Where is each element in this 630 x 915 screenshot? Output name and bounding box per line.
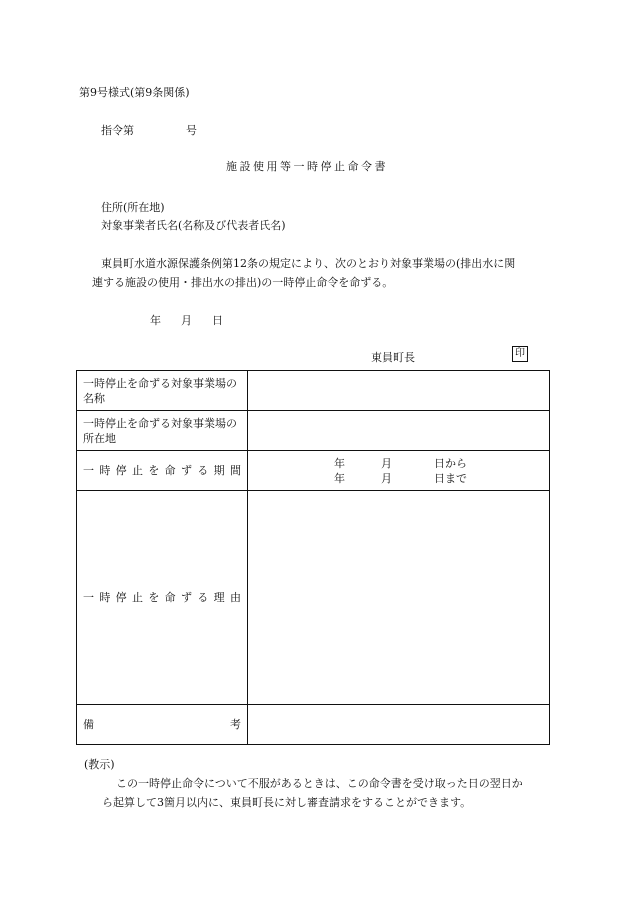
label-char: を (148, 464, 160, 477)
label-char: 一 (83, 464, 94, 477)
remarks-label-a: 備 (83, 718, 94, 731)
table-row-suspension-period (77, 451, 550, 491)
remarks-value (248, 705, 550, 745)
label-char: る (197, 464, 209, 477)
label-char: 期 (213, 464, 225, 477)
facility-location-value (248, 411, 550, 451)
table-row-facility-location (77, 411, 550, 451)
seal-mark: 印 (512, 346, 528, 362)
document-title: 施設使用等一時停止命令書 (226, 160, 388, 173)
label-char: ず (180, 464, 192, 477)
label-char: 間 (229, 464, 241, 477)
label-char: 時 (99, 464, 111, 477)
body-text-line-1: 東員町水道水源保護条例第12条の規定により、次のとおり対象事業場の(排出水に関 (101, 257, 516, 270)
reason-label (77, 491, 248, 705)
label-char: 由 (229, 591, 241, 604)
notice-line-2: ら起算して3箇月以内に、東員町長に対し審査請求をすることができます。 (102, 796, 472, 809)
suspension-period-value (248, 451, 550, 491)
order-number (101, 122, 197, 138)
remarks-label-b: 考 (230, 718, 241, 731)
notice-line-1: この一時停止命令について不服があるときは、この命令書を受け取った日の翌日か (116, 777, 523, 790)
facility-name-label: 一時停止を命ずる対象事業場の名称 (77, 371, 248, 411)
reason-label-text (83, 590, 241, 605)
reason-value (248, 491, 550, 705)
label-char: 一 (83, 591, 94, 604)
remarks-label (77, 705, 248, 745)
period-to-day: 日まで (434, 471, 467, 485)
label-char: 停 (115, 464, 127, 477)
suspension-period-label-text (83, 463, 241, 478)
business-name-label: 対象事業者氏名(名称及び代表者氏名) (101, 219, 286, 232)
label-char: 命 (164, 464, 176, 477)
order-number-prefix: 指令第 (101, 124, 134, 137)
label-char: 命 (164, 591, 176, 604)
order-details-table (76, 370, 550, 745)
body-text-line-2: 連する施設の使用・排出水の排出)の一時停止命令を命ずる。 (92, 276, 394, 289)
address-label: 住所(所在地) (101, 201, 165, 214)
issue-date (150, 312, 223, 328)
period-to-month: 月 (381, 471, 392, 485)
table-row-reason (77, 491, 550, 705)
period-from (334, 456, 543, 471)
period-to (334, 471, 543, 486)
table-row-remarks (77, 705, 550, 745)
label-char: 止 (131, 464, 143, 477)
form-number: 第9号様式(第9条関係) (79, 86, 190, 99)
label-char: 時 (99, 591, 111, 604)
label-char: 停 (115, 591, 127, 604)
date-month: 月 (181, 314, 192, 327)
period-from-day: 日から (434, 456, 467, 470)
label-char: ず (180, 591, 192, 604)
label-char: 理 (213, 591, 225, 604)
period-from-month: 月 (381, 456, 392, 470)
order-number-suffix: 号 (186, 124, 197, 137)
date-year: 年 (150, 314, 161, 327)
notice-heading: (教示) (84, 758, 115, 771)
label-char: を (148, 591, 160, 604)
label-char: 止 (131, 591, 143, 604)
facility-name-value (248, 371, 550, 411)
date-day: 日 (212, 314, 223, 327)
issuer-name: 東員町長 (371, 351, 415, 364)
period-to-year: 年 (334, 471, 345, 485)
table-row-facility-name (77, 371, 550, 411)
label-char: る (197, 591, 209, 604)
period-from-year: 年 (334, 456, 345, 470)
suspension-period-label (77, 451, 248, 491)
facility-location-label: 一時停止を命ずる対象事業場の所在地 (77, 411, 248, 451)
